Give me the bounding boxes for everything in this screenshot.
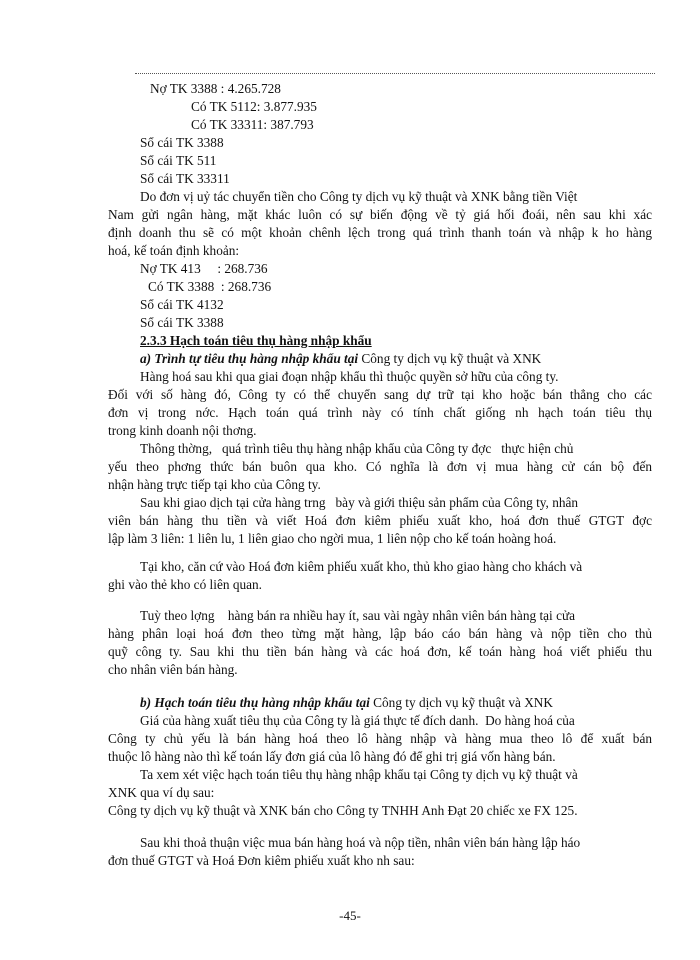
- para7-line: Giá của hàng xuất tiêu thụ của Công ty là giá thực tế đích danh. Do hàng hoá của: [140, 713, 575, 728]
- ledger-33311: Sổ cái TK 33311: [140, 171, 230, 186]
- para6-line: cho nhân viên bán hàng.: [108, 662, 238, 677]
- para8-line: XNK qua ví dụ sau:: [108, 785, 215, 800]
- ledger-3388-b: Sổ cái TK 3388: [140, 315, 224, 330]
- header-dotted-rule: [135, 73, 655, 74]
- para2-line: trong kinh doanh nội thơng.: [108, 423, 257, 438]
- entry-co-tk33311: Có TK 33311: 387.793: [191, 117, 314, 132]
- para9-line: Sau khi thoả thuận việc mua bán hàng hoá và nộp tiền, nhân viên bán hàng lập háo: [140, 835, 581, 850]
- subheading-b-rest: Công ty dịch vụ kỹ thuật và XNK: [369, 695, 554, 710]
- para3-line: nhận hàng trực tiếp tại kho của Công ty.: [108, 477, 321, 492]
- para4-line: viên bán hàng thu tiền và viết Hoá đơn kiêm phiếu xuất kho, hoá đơn thuế GTGT đợc: [108, 513, 652, 528]
- para7-line: Công ty chủ yếu là bán hàng hoá theo lô hàng nhập và hàng mua theo lô để xuất bán: [108, 731, 652, 746]
- para2-line: Hàng hoá sau khi qua giai đoạn nhập khẩu thì thuộc quyền sở hữu của công ty.: [140, 369, 559, 384]
- entry-no-tk413: Nợ TK 413 : 268.736: [140, 261, 268, 276]
- subheading-b-title: b) Hạch toán tiêu thụ hàng nhập khẩu tại: [140, 695, 370, 710]
- page-number: -45-: [339, 908, 361, 923]
- subheading-a-title: a) Trình tự tiêu thụ hàng nhập khẩu tại: [140, 351, 359, 366]
- para1-line: hoá, kế toán định khoản:: [108, 243, 240, 258]
- section-heading: 2.3.3 Hạch toán tiêu thụ hàng nhập khẩu: [140, 333, 372, 348]
- para6-line: hàng phân loại hoá đơn theo từng mặt hàng, lập báo cáo bán hàng và nộp tiền cho thủ: [108, 626, 652, 641]
- para3-line: yếu theo phơng thức bán buôn qua kho. Có nghĩa là đơn vị mua hàng cử cán bộ đến: [108, 459, 652, 474]
- para7-line: thuộc lô hàng nào thì kế toán lấy đơn giá của lô hàng đó để ghi trị giá vốn hàng bán.: [108, 749, 556, 764]
- para4-line: lập làm 3 liên: 1 liên lu, 1 liên giao cho ngời mua, 1 liên nộp cho kế toán hoàng hoá.: [108, 531, 557, 546]
- entry-co-tk3388: Có TK 3388 : 268.736: [148, 279, 272, 294]
- para2-line: Đối với số hàng đó, Công ty có thể chuyển sang dự trữ tại kho hoặc bán thẳng cho các: [108, 387, 652, 402]
- para5-line: Tại kho, căn cứ vào Hoá đơn kiêm phiếu xuất kho, thủ kho giao hàng cho khách và: [140, 559, 583, 574]
- subheading-a: [140, 350, 541, 368]
- para9-line: đơn thuế GTGT và Hoá Đơn kiêm phiếu xuất kho nh sau:: [108, 853, 415, 868]
- subheading-a-rest: Công ty dịch vụ kỹ thuật và XNK: [358, 351, 542, 366]
- para5-line: ghi vào thẻ kho có liên quan.: [108, 577, 262, 592]
- para6-line: Tuỳ theo lợng hàng bán ra nhiều hay ít, sau vài ngày nhân viên bán hàng tại cửa: [140, 608, 576, 623]
- para8-line: Ta xem xét việc hạch toán tiêu thụ hàng nhập khẩu tại Công ty dịch vụ kỹ thuật và: [140, 767, 578, 782]
- ledger-3388: Sổ cái TK 3388: [140, 135, 224, 150]
- para1-line: Nam gửi ngân hàng, mặt khác luôn có sự biến động về tỷ giá hối đoái, nên sau khi xác: [108, 207, 652, 222]
- para2-line: đơn vị trong nớc. Hạch toán quá trình này có tính chất giống nh hạch toán tiêu thụ: [108, 405, 652, 420]
- ledger-511: Sổ cái TK 511: [140, 153, 217, 168]
- ledger-4132: Sổ cái TK 4132: [140, 297, 224, 312]
- para1-line: Do đơn vị uỷ tác chuyển tiền cho Công ty dịch vụ kỹ thuật và XNK bằng tiền Việt: [140, 189, 578, 204]
- para4-line: Sau khi giao dịch tại cửa hàng trng bày và giới thiệu sản phẩm của Công ty, nhân: [140, 495, 579, 510]
- para3-line: Thông thờng, quá trình tiêu thụ hàng nhập khẩu của Công ty đợc thực hiện chủ: [140, 441, 574, 456]
- subheading-b: [140, 694, 553, 712]
- entry-no-tk3388: Nợ TK 3388 : 4.265.728: [150, 81, 281, 96]
- para1-line: định doanh thu sẽ có một khoản chênh lệch trong quá trình thanh toán và nhập k ho hàng: [108, 225, 652, 240]
- example-line: Công ty dịch vụ kỹ thuật và XNK bán cho Công ty TNHH Anh Đạt 20 chiếc xe FX 125.: [108, 803, 578, 818]
- entry-co-tk5112: Có TK 5112: 3.877.935: [191, 99, 317, 114]
- para6-line: quỹ công ty. Sau khi thu tiền bán hàng và các hoá đơn, kế toán hàng hoá viết phiếu thu: [108, 644, 652, 659]
